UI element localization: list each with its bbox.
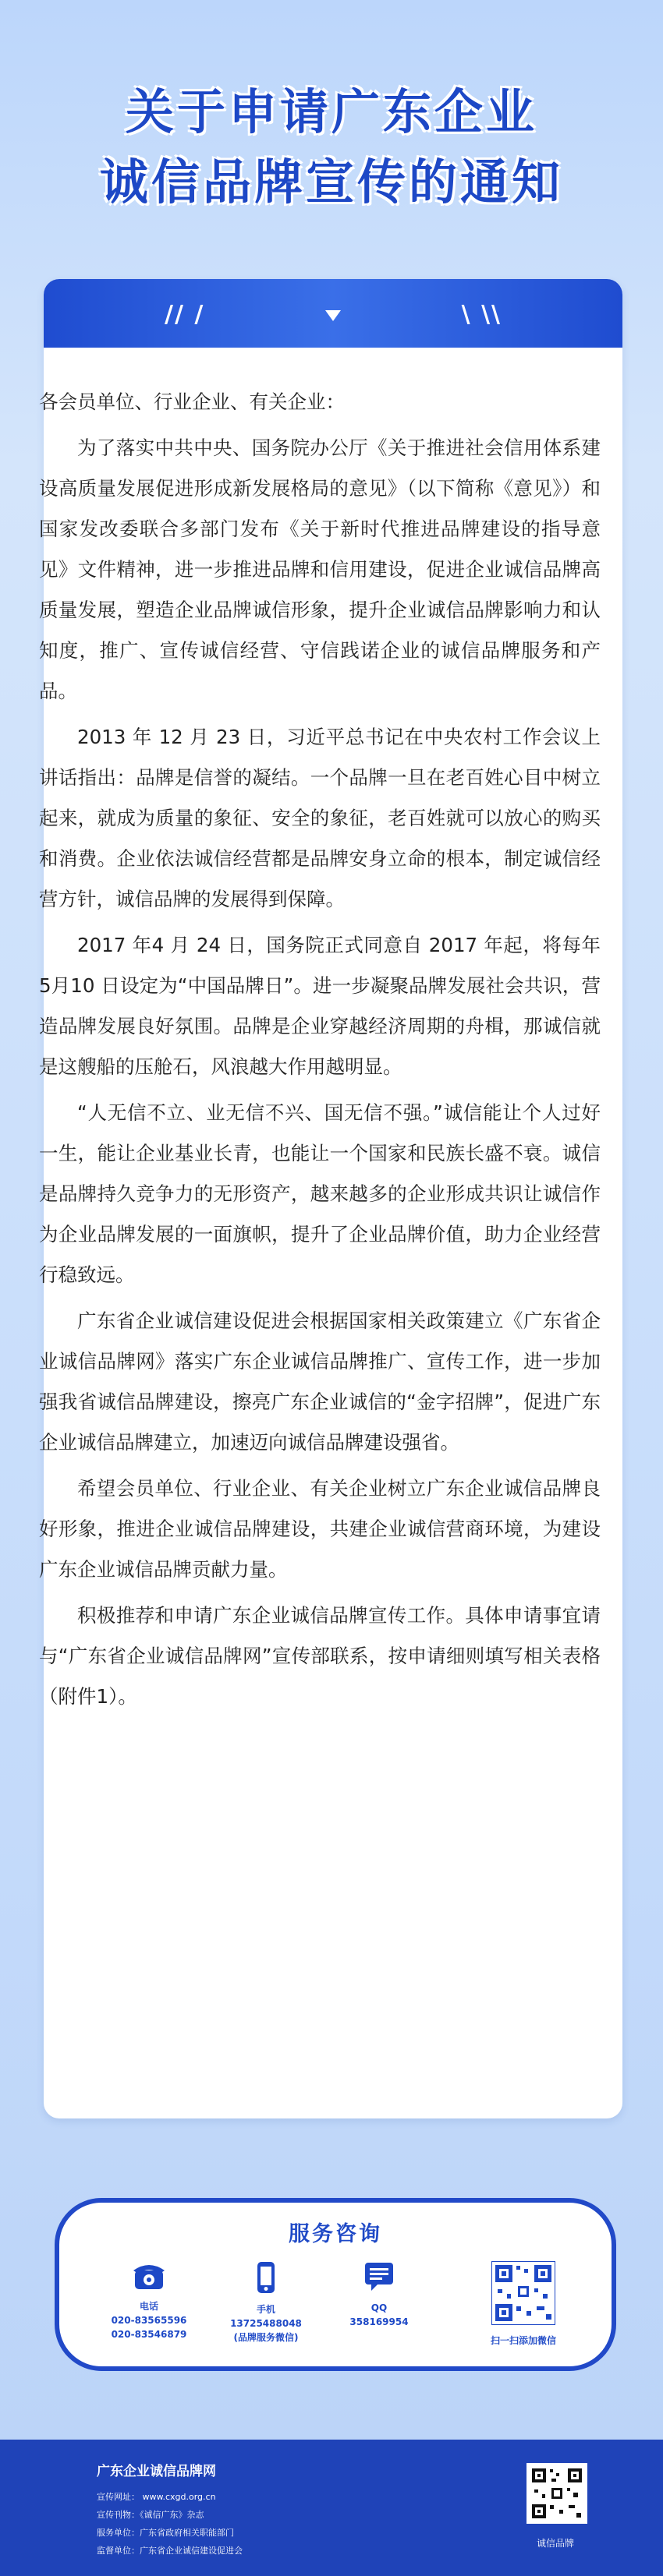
mobile-label: 手机 [256,2304,275,2315]
contact-wechat [473,2261,574,2348]
qq-number[interactable]: 358169954 [349,2316,409,2327]
footer-brand: 广东企业诚信品牌网 [97,2464,216,2479]
footer-line-website[interactable]: 宣传网址： www.cxgd.org.cn [97,2492,216,2502]
chat-bubble-icon [328,2261,430,2296]
mobile-number[interactable]: 13725488048 [230,2318,302,2329]
triangle-down-icon [325,310,341,321]
mobile-note: (品牌服务微信) [233,2332,299,2343]
phone-number-2[interactable]: 020-83546879 [111,2329,187,2340]
paragraph: “人无信不立、业无信不兴、国无信不强。”诚信能让个人过好一生，能让企业基业长青，也能让一个国家和民族长盛不衰。诚信是品牌持久竞争力的无形资产，越来越多的企业形成共识让诚信作为企业品牌发展的一面旗帜，提升了企业品牌价值，助力企业经营行稳致远。 [39,1101,601,1286]
notice-body [39,382,601,1723]
contact-mobile [207,2261,324,2345]
page-title-line2: 诚信品牌宣传的通知 [99,154,563,210]
service-consult-panel [55,2198,616,2371]
footer-line-publication: 宣传刊物：《诚信广东》杂志 [97,2510,204,2520]
qr-code-icon[interactable] [526,2463,587,2524]
card-header [44,279,622,348]
footer-info [97,2488,243,2560]
telephone-icon [98,2261,200,2295]
wechat-label: 扫一扫添加微信 [490,2335,556,2346]
footer-line-service: 服务单位：广东省政府相关职能部门 [97,2528,234,2538]
mobile-phone-icon [207,2261,324,2298]
decorative-slashes-left: // / [165,301,205,328]
paragraph: 为了落实中共中央、国务院办公厅《关于推进社会信用体系建设高质量发展促进形成新发展格局的意见》（以下简称《意见》）和国家发改委联合多部门发布《关于新时代推进品牌建设的指导意见》文件精神，进一步推进品牌和信用建设，促进企业诚信品牌高质量发展，塑造企业品牌诚信形象，提升企业诚信品牌影响力和认知度，推广、宣传诚信经营、守信践诺企业的诚信品牌服务和产品。 [39,436,601,702]
phone-label: 电话 [139,2301,158,2312]
qq-label: QQ [370,2302,388,2313]
paragraph: 广东省企业诚信建设促进会根据国家相关政策建立《广东省企业诚信品牌网》落实广东企业诚信品牌推广、宣传工作，进一步加强我省诚信品牌建设，擦亮广东企业诚信的“金字招牌”，促进广东企业诚信品牌建立，加速迈向诚信品牌建设强省。 [39,1309,601,1454]
footer-qr-label: 诚信品牌 [536,2538,574,2549]
footer [0,2440,663,2576]
consult-title: 服务咨询 [289,2222,382,2246]
paragraph: 2013 年 12 月 23 日，习近平总书记在中央农村工作会议上讲话指出：品牌是信誉的凝结。一个品牌一旦在老百姓心目中树立起来，就成为质量的象征、安全的象征，老百姓就可以放心的购买和消费。企业依法诚信经营都是品牌安身立命的根本，制定诚信经营方针，诚信品牌的发展得到保障。 [39,726,601,910]
contact-phone [98,2261,200,2341]
contact-qq [328,2261,430,2329]
footer-line-supervisor: 监督单位：广东省企业诚信建设促进会 [97,2546,243,2556]
salutation: 各会员单位、行业企业、有关企业： [39,390,345,413]
paragraph: 希望会员单位、行业企业、有关企业树立广东企业诚信品牌良好形象，推进企业诚信品牌建设，共建企业诚信营商环境，为建设广东企业诚信品牌贡献力量。 [39,1477,601,1581]
page-title-line1: 关于申请广东企业 [125,83,537,140]
phone-number-1[interactable]: 020-83565596 [111,2315,187,2326]
paragraph: 积极推荐和申请广东企业诚信品牌宣传工作。具体申请事宜请与“广东省企业诚信品牌网”宣传部联系，按申请细则填写相关表格（附件1）。 [39,1604,601,1708]
qr-code-icon[interactable] [473,2261,574,2329]
paragraph: 2017 年4 月 24 日，国务院正式同意自 2017 年起，将每年 5月10 日设定为“中国品牌日”。进一步凝聚品牌发展社会共识，营造品牌发展良好氛围。品牌是企业穿越经济周期的舟楫，那诚信就是这艘船的压舱石，风浪越大作用越明显。 [39,934,601,1078]
decorative-slashes-right: \ \\ [461,301,502,328]
